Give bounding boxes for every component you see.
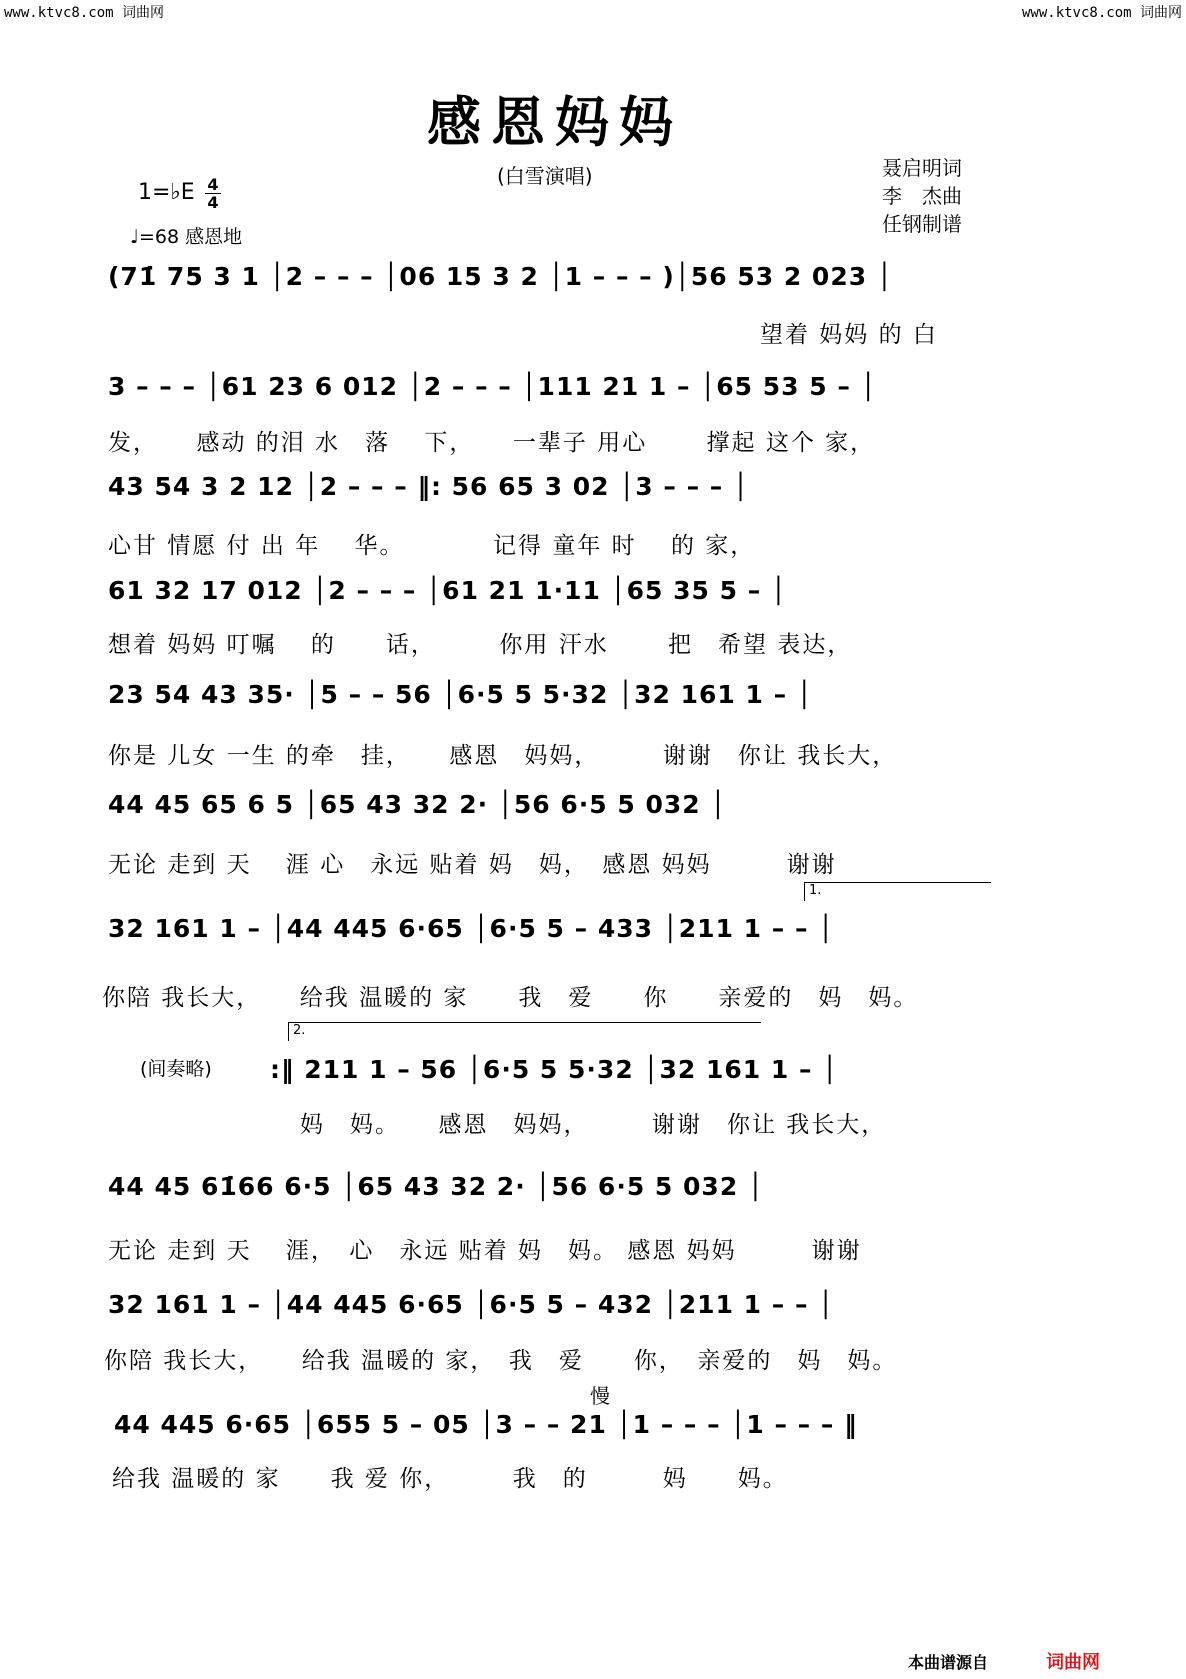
- score-row-3-lyrics: 心甘 情愿 付 出 年 华。 记得 童年 时 的 家，: [108, 533, 756, 559]
- time-signature-bottom: 4: [205, 193, 221, 211]
- tempo-marking: ♩=68 感恩地: [130, 226, 243, 248]
- song-title: 感恩妈妈: [427, 90, 683, 154]
- arranger-credit: 任钢制谱: [882, 212, 962, 236]
- score-row-7-notes: 32 161 1 – │44 445 6·65 │6·5 5 – 433 │211 1 – – │: [108, 914, 835, 943]
- score-row-4-lyrics: 想着 妈妈 叮嘱 的 话， 你用 汗水 把 希望 表达，: [108, 632, 853, 658]
- score-row-3-notes: 43 54 3 2 12 │2 – – – ‖: 56 65 3 02 │3 – – – │: [108, 472, 750, 501]
- interlude-note: (间奏略): [140, 1058, 212, 1080]
- score-row-5-lyrics: 你是 儿女 一生 的牵 挂， 感恩 妈妈， 谢谢 你让 我长大，: [108, 743, 898, 769]
- score-row-9-lyrics: 无论 走到 天 涯， 心 永远 贴着 妈 妈。 感恩 妈妈 谢谢: [108, 1238, 862, 1264]
- score-row-6-notes: 44 45 65 6 5 │65 43 32 2· │56 6·5 5 032 │: [108, 790, 727, 819]
- site-watermark-right: www.ktvc8.com 词曲网: [1021, 5, 1182, 21]
- footer-source-text: 本曲谱源自: [908, 1653, 989, 1672]
- singer-credit: (白雪演唱): [497, 164, 593, 188]
- site-watermark-left: www.ktvc8.com 词曲网: [4, 5, 165, 21]
- volta-second-ending: 2.: [288, 1022, 761, 1041]
- score-row-8-notes: :‖ 211 1 – 56 │6·5 5 5·32 │32 161 1 – │: [270, 1055, 839, 1084]
- score-row-9-notes: 44 45 61̇66 6·5 │65 43 32 2· │56 6·5 5 032 │: [108, 1172, 764, 1201]
- footer-brand-logo: 词曲网: [1046, 1652, 1100, 1673]
- score-row-10-lyrics: 你陪 我长大， 给我 温暖的 家， 我 爱 你， 亲爱的 妈 妈。: [104, 1348, 898, 1374]
- score-row-1-notes: (71̇ 75 3 1 │2 – – – │06 15 3 2 │1 – – – )│56 53 2 023 │: [108, 262, 893, 291]
- composer-credit: 李 杰曲: [882, 184, 962, 208]
- time-signature-top: 4: [207, 175, 219, 194]
- time-signature: [205, 176, 221, 211]
- score-row-6-lyrics: 无论 走到 天 涯 心 永远 贴着 妈 妈， 感恩 妈妈 谢谢: [108, 852, 837, 878]
- score-row-5-notes: 23 54 43 35· │5 – – 56 │6·5 5 5·32 │32 161 1 – │: [108, 680, 813, 709]
- key-signature: 1=♭E: [138, 180, 195, 205]
- score-row-8-lyrics: 妈 妈。 感恩 妈妈， 谢谢 你让 我长大，: [300, 1112, 887, 1138]
- score-row-2-lyrics: 发， 感动 的泪 水 落 下， 一辈子 用心 撑起 这个 家，: [108, 430, 876, 456]
- volta-first-ending: 1.: [804, 882, 991, 901]
- tempo-slow-mark: 慢: [590, 1384, 610, 1408]
- score-row-10-notes: 32 161 1 – │44 445 6·65 │6·5 5 – 432 │211 1 – – │: [108, 1290, 835, 1319]
- score-row-1-lyrics: 望着 妈妈 的 白: [760, 322, 938, 348]
- score-row-11-lyrics: 给我 温暖的 家 我 爱 你， 我 的 妈 妈。: [112, 1466, 788, 1492]
- score-row-11-notes: 44 445 6·65 │655 5 – 05 │3 – – 21 │1 – – – │1 – – – ‖: [114, 1410, 858, 1439]
- lyricist-credit: 聂启明词: [882, 156, 962, 180]
- credits: [882, 154, 962, 238]
- score-row-2-notes: 3 – – – │61 23 6 012 │2 – – – │111 21 1 – │65 53 5 – │: [108, 372, 877, 401]
- score-row-4-notes: 61 32 17 012 │2 – – – │61 21 1·11 │65 35 5 – │: [108, 576, 787, 605]
- score-row-7-lyrics: 你陪 我长大， 给我 温暖的 家 我 爱 你 亲爱的 妈 妈。: [102, 985, 919, 1011]
